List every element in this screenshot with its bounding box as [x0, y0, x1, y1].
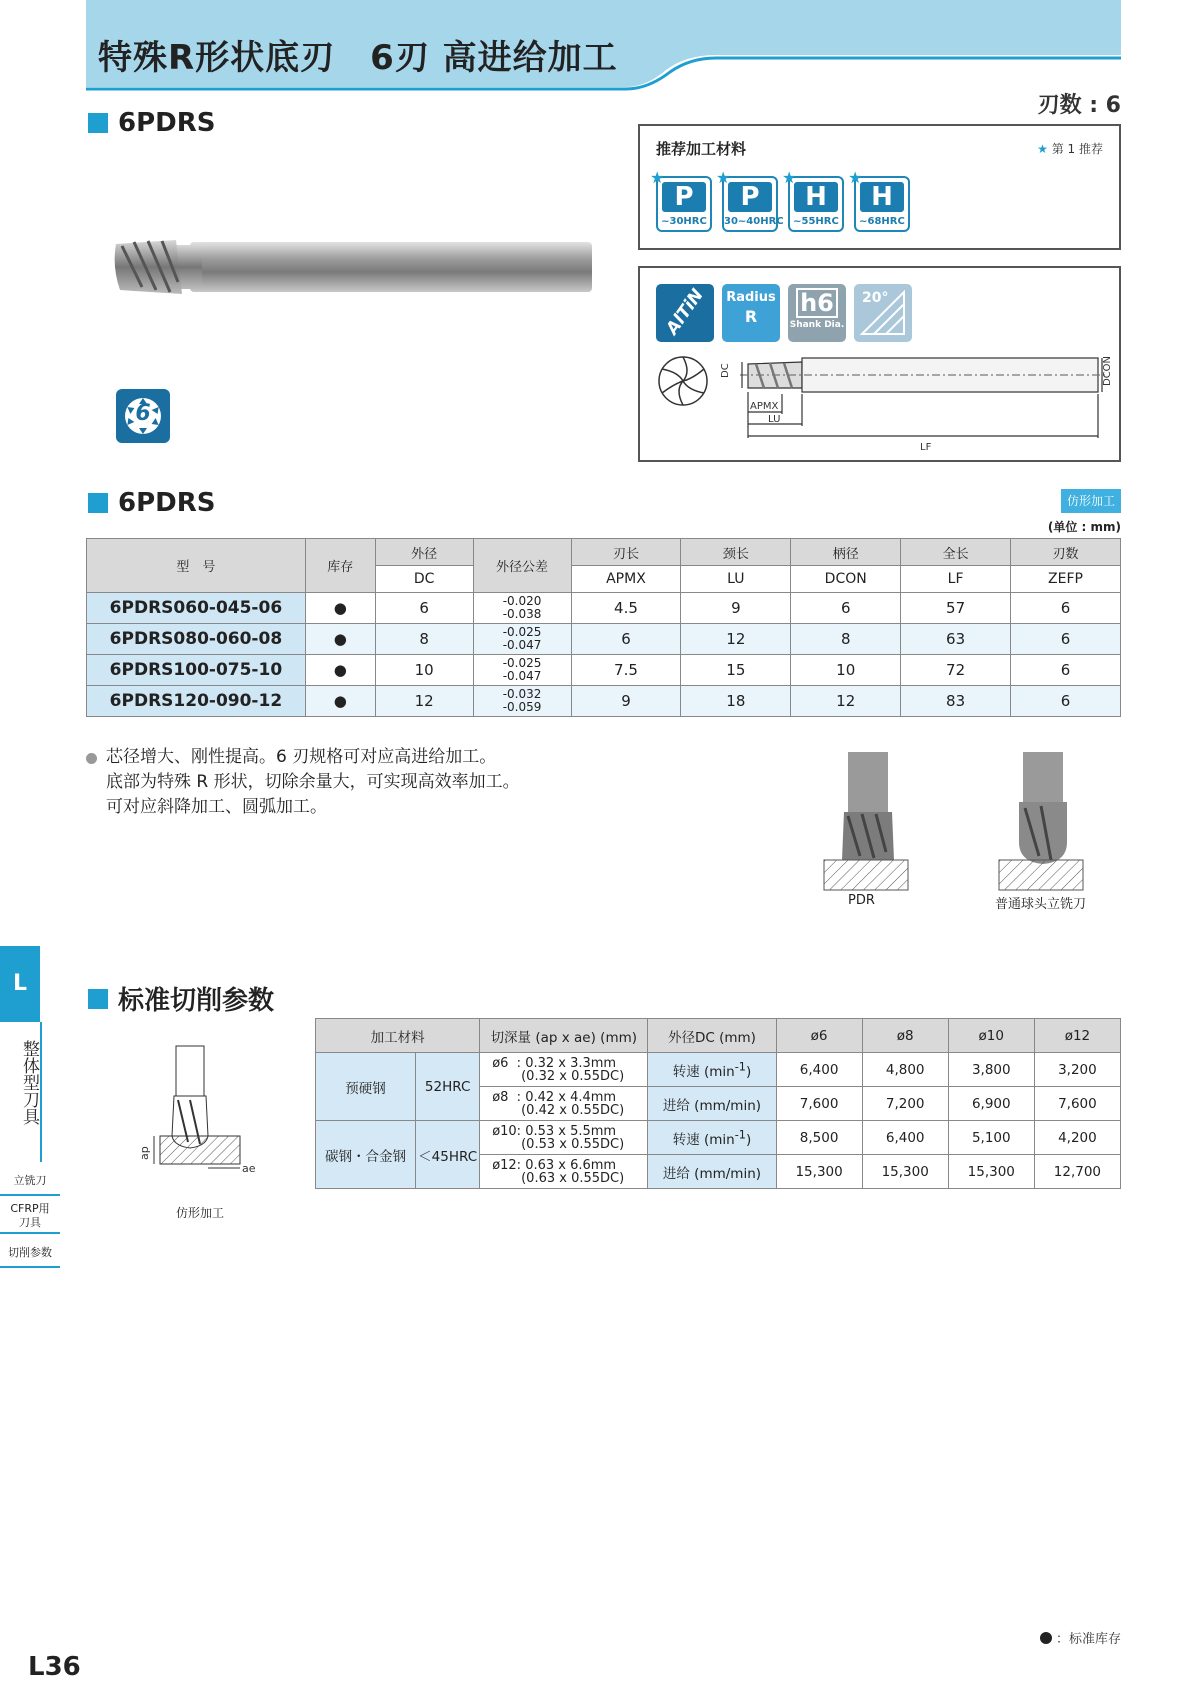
ballend-illustration: [995, 752, 1095, 892]
h6-shank-icon: h6 Shank Dia.: [788, 284, 846, 342]
star-icon: ★: [716, 168, 731, 187]
stock-dot-icon: [1040, 1632, 1052, 1644]
star-icon: ★: [782, 168, 797, 187]
star-icon: ★: [1037, 142, 1048, 156]
unit-label: (单位 : mm): [1047, 520, 1121, 534]
end-view-icon: [656, 354, 710, 408]
col-lu-code: LU: [681, 566, 791, 593]
stock-legend-text: ：标准库存: [1055, 1632, 1121, 1647]
col-shank: 柄径: [791, 539, 901, 566]
section-title-product: [88, 108, 215, 138]
flute-badge-number: 6: [135, 401, 151, 426]
dimension-drawing: [720, 338, 1113, 458]
material-box-title: 推荐加工材料: [656, 140, 747, 158]
side-category: 整体型刀具: [19, 1040, 39, 1125]
side-item-cutting[interactable]: 切削参数: [0, 1240, 60, 1268]
section-title-text: 6PDRS: [118, 108, 216, 138]
section-marker: [88, 989, 108, 1009]
section-marker: [88, 493, 108, 513]
material-p-30: P ~30HRC: [656, 176, 712, 232]
col-flutes: 刃数: [1011, 539, 1121, 566]
col-dc: 外径DC (mm): [648, 1019, 776, 1053]
col-apmx-code: APMX: [571, 566, 681, 593]
star-icon: ★: [848, 168, 863, 187]
dim-lf: LF: [920, 442, 932, 453]
side-tab-letter[interactable]: L: [0, 946, 40, 1022]
col-stock: 库存: [305, 539, 375, 593]
col-model: 型 号: [87, 539, 306, 593]
cutting-diagram-caption: 仿形加工: [176, 1206, 225, 1220]
section-title-spec: [88, 488, 215, 518]
col-zefp-code: ZEFP: [1011, 566, 1121, 593]
col-d8: ø8: [862, 1019, 948, 1053]
material-h-68: H ~68HRC: [854, 176, 910, 232]
col-dcon-code: DCON: [791, 566, 901, 593]
dim-apmx: APMX: [750, 401, 779, 412]
col-total: 全长: [901, 539, 1011, 566]
endmill-photo: [112, 232, 600, 302]
table-row: 6PDRS120-090-12 ● 12 -0.032 -0.059 9 18 12 83 6: [87, 686, 1121, 717]
material-box: [638, 124, 1121, 250]
feature-description: 芯径增大、刚性提高。6 刃规格可对应高进给加工。 底部为特殊 R 形状，切除余量大，可实现高效率加工。 可对应斜降加工、圆弧加工。: [86, 745, 520, 820]
recommend-note-text: 第 1 推荐: [1051, 142, 1103, 156]
col-d12: ø12: [1034, 1019, 1120, 1053]
table-row: 6PDRS060-045-06 ● 6 -0.020 -0.038 4.5 9 6 57 6: [87, 593, 1121, 624]
page-number: L36: [28, 1652, 81, 1682]
dim-lu: LU: [768, 414, 781, 425]
machining-tag: 仿形加工: [1061, 489, 1121, 513]
page-title: 特殊R形状底刃 6刃 高进给加工: [98, 38, 618, 78]
pdr-illustration: [820, 752, 920, 892]
section-title-text: 标准切削参数: [118, 986, 275, 1016]
col-len: 刃长: [571, 539, 681, 566]
compare-right-label: 普通球头立铣刀: [995, 897, 1087, 912]
section-title-text: 6PDRS: [118, 488, 216, 518]
dim-dc: DC: [720, 363, 731, 378]
dim-ap: ap: [138, 1146, 151, 1160]
table-row: 6PDRS080-060-08 ● 8 -0.025 -0.047 6 12 8 63 6: [87, 624, 1121, 655]
col-material: 加工材料: [316, 1019, 480, 1053]
col-dia: 外径: [375, 539, 473, 566]
dim-dcon: DCON: [1102, 355, 1113, 386]
col-d6: ø6: [776, 1019, 862, 1053]
flute-count: 刃数 : 6: [1037, 93, 1121, 118]
table-row: 碳钢・合金钢 ＜45HRC ø10: 0.53 x 5.5mm (0.53 x 0.55DC) 转速 $(\min^{-1})$ 8,500 6,400 5,100 4,200: [316, 1121, 1121, 1155]
table-row: 预硬钢 52HRC ø6 : 0.32 x 3.3mm (0.32 x 0.55DC) 转速 $(\min^{-1})$ 6,400 4,800 3,800 3,200: [316, 1053, 1121, 1087]
side-item-cfrp[interactable]: CFRP用 刀具: [0, 1198, 60, 1234]
material-h-55: H ~55HRC: [788, 176, 844, 232]
helix-angle-icon: 20°: [854, 284, 912, 342]
material-p-30-40: P 30~40HRC: [722, 176, 778, 232]
col-dc-code: DC: [375, 566, 473, 593]
section-marker: [88, 113, 108, 133]
flute-badge: [116, 389, 170, 443]
feature-box: [638, 266, 1121, 462]
side-item-endmill[interactable]: 立铣刀: [0, 1168, 60, 1196]
star-icon: ★: [650, 168, 665, 187]
table-row: 6PDRS100-075-10 ● 10 -0.025 -0.047 7.5 15 10 72 6: [87, 655, 1121, 686]
col-lf-code: LF: [901, 566, 1011, 593]
spec-table: [86, 538, 1121, 717]
coating-icon: AlTiN: [656, 284, 714, 342]
dim-ae: ae: [242, 1162, 256, 1175]
cutting-table: [315, 1018, 1121, 1189]
radius-icon: Radius R: [722, 284, 780, 342]
col-d10: ø10: [948, 1019, 1034, 1053]
table-row: ø12: 0.63 x 6.6mm (0.63 x 0.55DC) 进给 (mm/min) 15,300 15,300 15,300 12,700: [316, 1155, 1121, 1189]
bullet-icon: [86, 753, 97, 764]
col-tol: 外径公差: [473, 539, 571, 593]
col-neck: 颈长: [681, 539, 791, 566]
section-title-cutting: [88, 980, 274, 1017]
cutting-diagram: [140, 1046, 260, 1176]
stock-legend: [1040, 1628, 1121, 1647]
col-depth: 切深量 (ap x ae) (mm): [480, 1019, 648, 1053]
table-row: ø8 : 0.42 x 4.4mm (0.42 x 0.55DC) 进给 (mm/min) 7,600 7,200 6,900 7,600: [316, 1087, 1121, 1121]
recommend-note: [1037, 140, 1103, 157]
compare-left-label: PDR: [848, 893, 875, 908]
